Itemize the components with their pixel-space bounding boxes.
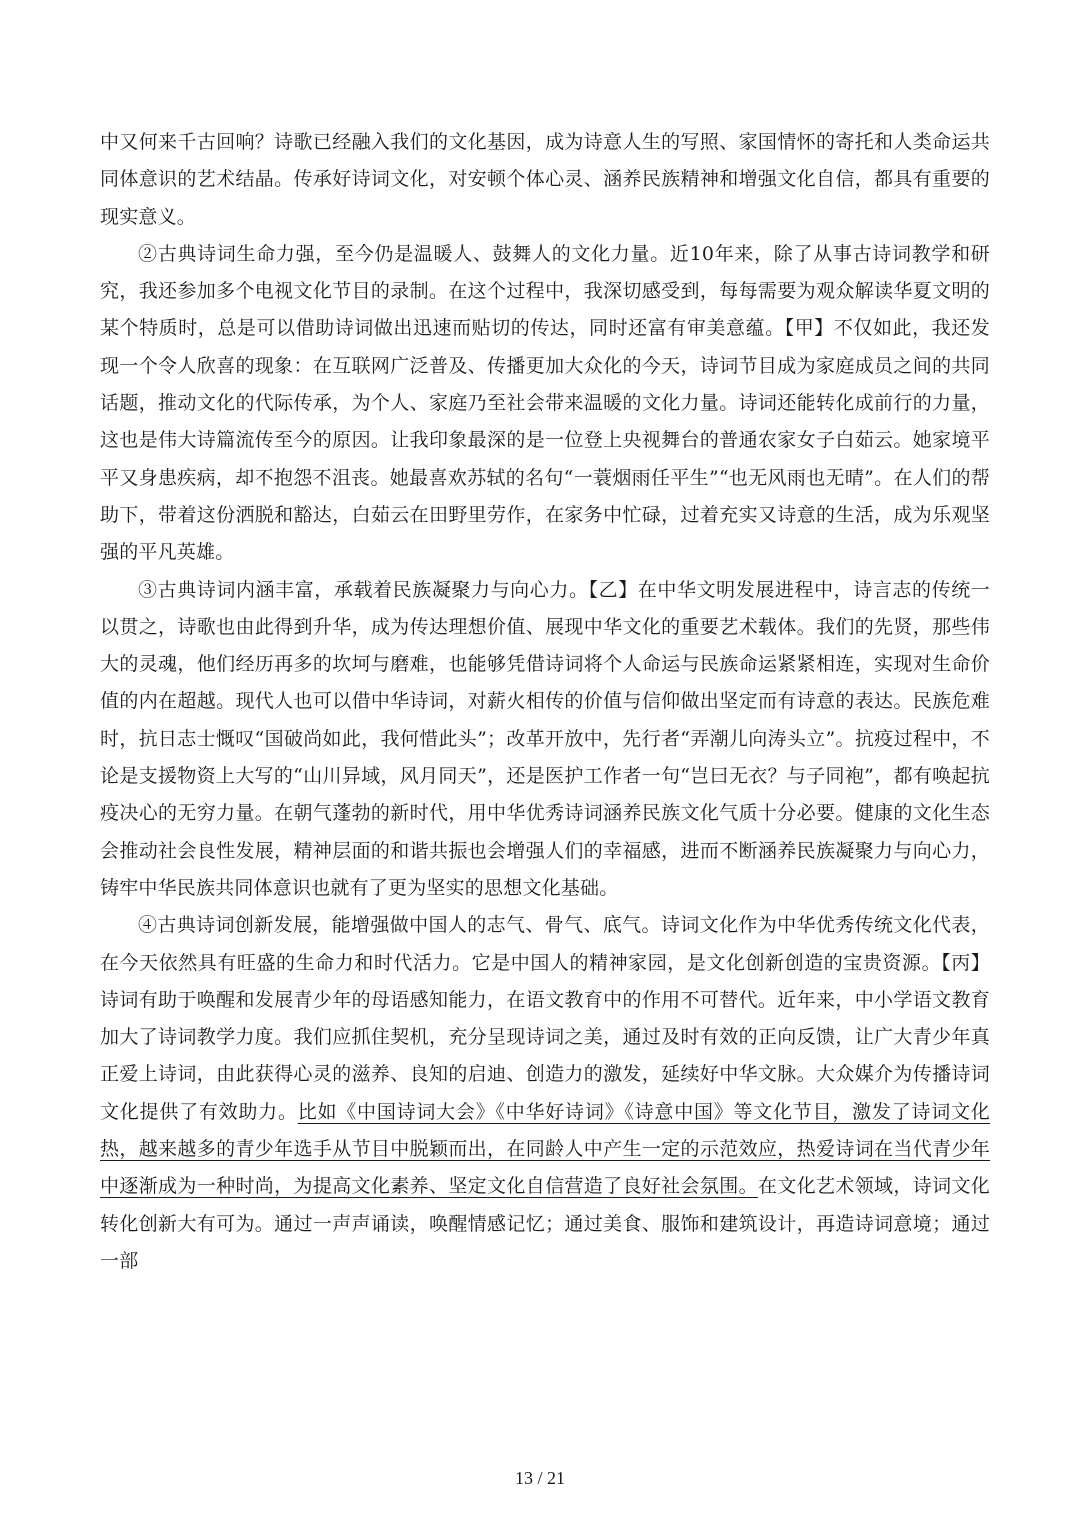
paragraph-4-text: ④古典诗词创新发展，能增强做中国人的志气、骨气、底气。诗词文化作为中华优秀传统文化代表，在今天依然具有旺盛的生命力和时代活力。它是中国人的精神家园，是文化创新创造的宝贵资源。【丙】诗词有助于唤醒和发展青少年的母语感知能力，在语文教育中的作用不可替代。近年来，中小学语文教育加大了诗词教学力度。我们应抓住契机，充分呈现诗词之美，通过及时有效的正向反馈，让广大青少年真正爱上诗词，由此获得心灵的滋养、良知的启迪、创造力的激发，延续好中华文脉。大众媒介为传播诗词文化提供了有效助力。 <box>100 914 990 1123</box>
paragraph-4-tail: 在文化艺术领域，诗词文化转化创新大有可为。通过一声声诵读，唤醒情感记忆；通过美食、服饰和建筑设计，再造诗词意境；通过一部 <box>100 1175 990 1272</box>
paragraph-continuation: 中又何来千古回响？诗歌已经融入我们的文化基因，成为诗意人生的写照、家国情怀的寄托和人类命运共同体意识的艺术结晶。传承好诗词文化，对安顿个体心灵、涵养民族精神和增强文化自信，都具有重要的现实意义。 <box>100 131 990 228</box>
article-body <box>100 124 990 1280</box>
underlined-sentence: 比如《中国诗词大会》《中华好诗词》《诗意中国》等文化节目，激发了诗词文化热，越来越多的青少年选手从节目中脱颖而出，在同龄人中产生一定的示范效应，热爱诗词在当代青少年中逐渐成为一种时尚，为提高文化素养、坚定文化自信营造了良好社会氛围。 <box>100 1100 990 1198</box>
paragraph-3: ③古典诗词内涵丰富，承载着民族凝聚力与向心力。【乙】在中华文明发展进程中，诗言志的传统一以贯之，诗歌也由此得到升华，成为传达理想价值、展现中华文化的重要艺术载体。我们的先贤，那些伟大的灵魂，他们经历再多的坎坷与磨难，也能够凭借诗词将个人命运与民族命运紧紧相连，实现对生命价值的内在超越。现代人也可以借中华诗词，对薪火相传的价值与信仰做出坚定而有诗意的表达。民族危难时，抗日志士慨叹“国破尚如此，我何惜此头”；改革开放中，先行者“弄潮儿向涛头立”。抗疫过程中，不论是支援物资上大写的“山川异域，风月同天”，还是医护工作者一句“岂曰无衣？与子同袍”，都有唤起抗疫决心的无穷力量。在朝气蓬勃的新时代，用中华优秀诗词涵养民族文化气质十分必要。健康的文化生态会推动社会良性发展，精神层面的和谐共振也会增强人们的幸福感，进而不断涵养民族凝聚力与向心力，铸牢中华民族共同体意识也就有了更为坚实的思想文化基础。 <box>100 578 990 899</box>
paragraph-2: ②古典诗词生命力强，至今仍是温暖人、鼓舞人的文化力量。近10年来，除了从事古诗词教学和研究，我还参加多个电视文化节目的录制。在这个过程中，我深切感受到，每每需要为观众解读华夏文明的某个特质时，总是可以借助诗词做出迅速而贴切的传达，同时还富有审美意蕴。【甲】不仅如此，我还发现一个令人欣喜的现象：在互联网广泛普及、传播更加大众化的今天，诗词节目成为家庭成员之间的共同话题，推动文化的代际传承，为个人、家庭乃至社会带来温暖的文化力量。诗词还能转化成前行的力量，这也是伟大诗篇流传至今的原因。让我印象最深的是一位登上央视舞台的普通农家女子白茹云。她家境平平又身患疾病，却不抱怨不沮丧。她最喜欢苏轼的名句“一蓑烟雨任平生”“也无风雨也无晴”。在人们的帮助下，带着这份洒脱和豁达，白茹云在田野里劳作，在家务中忙碌，过着充实又诗意的生活，成为乐观坚强的平凡英雄。 <box>100 242 990 564</box>
page-number: 13 / 21 <box>514 1468 565 1488</box>
paragraph-4 <box>100 907 990 1280</box>
